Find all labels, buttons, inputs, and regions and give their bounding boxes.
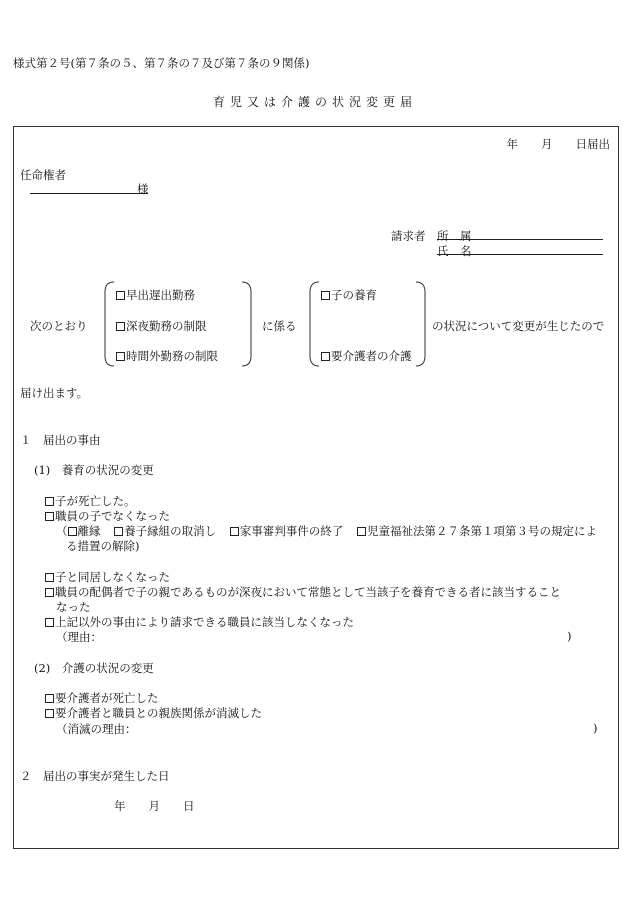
appointer-honorific: 様	[137, 182, 149, 196]
intro-closing: 届け出ます。	[20, 386, 89, 400]
left-brace-open	[102, 280, 116, 368]
checkbox-icon[interactable]	[45, 497, 54, 506]
item-not-cohabiting[interactable]: 子と同居しなくなった	[45, 569, 170, 585]
checkbox-icon[interactable]	[45, 618, 54, 627]
option-overtime-limit[interactable]: 時間外勤務の制限	[116, 348, 218, 364]
reason-welfare-cont: る措置の解除)	[66, 539, 140, 553]
item-child-died[interactable]: 子が死亡した。	[45, 493, 136, 509]
left-brace-close	[240, 280, 254, 368]
reason-family-court: 家事審判事件の終了	[239, 524, 344, 538]
name-label: 氏 名	[437, 244, 472, 258]
requester-label: 請求者	[391, 229, 426, 243]
checkbox-icon[interactable]	[116, 352, 125, 361]
section1-sub1-heading: (1) 養育の状況の変更	[34, 463, 154, 477]
item-cared-died[interactable]: 要介護者が死亡した	[45, 690, 159, 706]
appointer-name-field[interactable]	[30, 193, 148, 194]
reason-label: （理由：	[56, 630, 102, 644]
form-frame	[13, 126, 619, 849]
checkbox-icon[interactable]	[45, 573, 54, 582]
item-relation-ended[interactable]: 要介護者と職員との親族関係が消滅した	[45, 705, 262, 721]
section1-sub2-heading: (2) 介護の状況の変更	[34, 661, 154, 675]
checkbox-icon[interactable]	[45, 512, 54, 521]
name-field[interactable]	[437, 254, 603, 255]
item-spouse[interactable]: 職員の配偶者で子の親であるものが深夜において常態として当該子を養育できる者に該当すること	[45, 584, 561, 600]
reason-field[interactable]	[106, 629, 562, 644]
intro-prefix: 次のとおり	[30, 319, 88, 333]
item-not-child[interactable]: 職員の子でなくなった	[45, 508, 170, 524]
form-title: 育児又は介護の状況変更届	[212, 95, 417, 109]
checkbox-icon[interactable]	[116, 322, 125, 331]
reason-divorce: 離縁	[77, 524, 101, 538]
intro-connector: に係る	[262, 319, 297, 333]
appointer-label: 任命権者	[20, 168, 66, 182]
reason-adoption-cancel: 養子縁組の取消し	[124, 524, 217, 538]
checkbox-icon[interactable]	[45, 588, 54, 597]
right-brace-open	[307, 280, 321, 368]
option-child-care[interactable]: 子の養育	[321, 287, 377, 303]
option-nursing-care[interactable]: 要介護者の介護	[321, 348, 412, 364]
checkbox-icon[interactable]	[230, 527, 239, 536]
checkbox-icon[interactable]	[68, 527, 77, 536]
checkbox-icon[interactable]	[357, 527, 366, 536]
submission-date[interactable]: 年 月 日届出	[506, 137, 610, 151]
section2-heading: ２ 届出の事実が発生した日	[20, 769, 170, 783]
item-spouse-cont: なった	[56, 600, 91, 614]
checkbox-icon[interactable]	[45, 694, 54, 703]
item-other[interactable]: 上記以外の事由により請求できる職員に該当しなくなった	[45, 614, 354, 630]
extinction-field[interactable]	[140, 721, 588, 736]
checkbox-icon[interactable]	[114, 527, 123, 536]
affiliation-label: 所 属	[437, 229, 472, 243]
form-number: 様式第２号(第７条の５、第７条の７及び第７条の９関係)	[13, 56, 310, 70]
extinction-label: （消滅の理由：	[56, 722, 137, 736]
section1-heading: １ 届出の事由	[20, 433, 101, 447]
checkbox-icon[interactable]	[321, 352, 330, 361]
checkbox-icon[interactable]	[321, 291, 330, 300]
reason-welfare: 児童福祉法第２７条第１項第３号の規定によ	[366, 524, 597, 538]
reason-close: )	[567, 629, 572, 643]
checkbox-icon[interactable]	[116, 291, 125, 300]
intro-suffix: の状況について変更が生じたので	[432, 319, 605, 333]
option-early-late[interactable]: 早出遅出勤務	[116, 287, 195, 303]
occurrence-date[interactable]: 年 月 日	[114, 799, 195, 813]
option-night-limit[interactable]: 深夜勤務の制限	[116, 318, 207, 334]
checkbox-icon[interactable]	[45, 709, 54, 718]
right-brace-close	[414, 280, 428, 368]
extinction-close: )	[593, 721, 598, 735]
reason-row: （ 離縁 養子縁組の取消し 家事審判事件の終了 児童福祉法第２７条第１項第３号の規定によ	[56, 524, 597, 538]
affiliation-field[interactable]	[437, 239, 603, 240]
